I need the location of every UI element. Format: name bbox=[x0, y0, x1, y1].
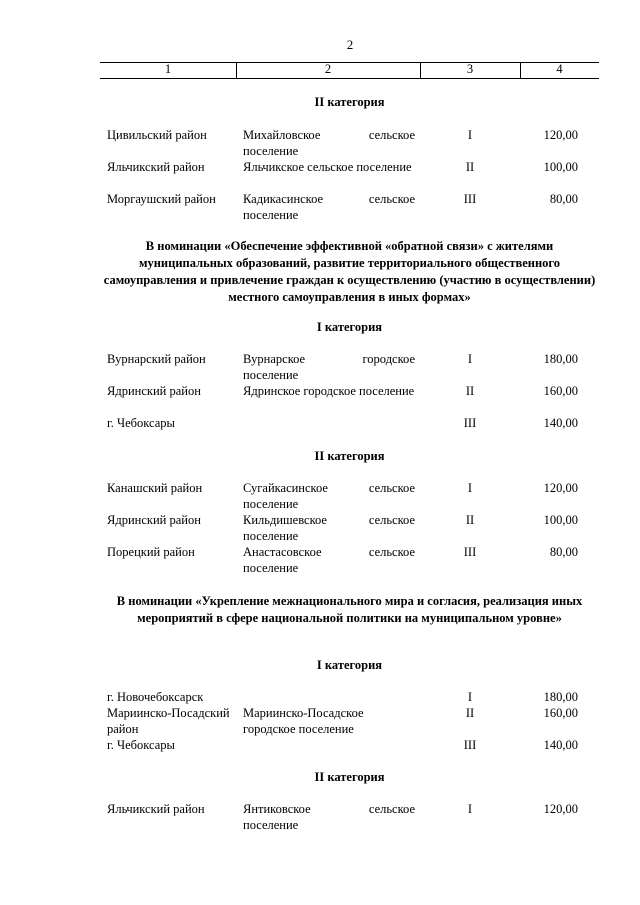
settlement-cell: Янтиковское сельское поселение bbox=[243, 802, 415, 832]
amount-cell: 140,00 bbox=[543, 738, 578, 752]
category-heading: II категория bbox=[314, 95, 385, 109]
table-row bbox=[0, 383, 640, 417]
place-cell: I bbox=[467, 128, 473, 142]
amount-cell: 180,00 bbox=[543, 690, 578, 704]
settlement-cell: Кильдишевское сельское поселение bbox=[243, 513, 415, 543]
table-row bbox=[0, 512, 640, 546]
nomination-heading: В номинации «Обеспечение эффективной «обратной связи» с жителями муниципальных образований, развитие территориального общественного самоуправления и привлечение граждан к осуществлению (участию в осуществлении) местного самоуправления в иных формах» bbox=[103, 239, 596, 304]
amount-cell: 80,00 bbox=[549, 192, 578, 206]
settlement-cell: Яльчикское сельское поселение bbox=[243, 160, 412, 174]
table-row bbox=[0, 351, 640, 385]
place-cell: II bbox=[465, 513, 475, 527]
settlement-cell: Сугайкасинское сельское поселение bbox=[243, 481, 415, 511]
district-cell: г. Новочебоксарск bbox=[107, 690, 204, 704]
category-heading: II категория bbox=[314, 449, 385, 463]
table-row bbox=[0, 544, 640, 578]
place-cell: II bbox=[465, 384, 475, 398]
table-header-col-1: 1 bbox=[164, 62, 172, 76]
table-header-col-4: 4 bbox=[556, 62, 563, 76]
table-row bbox=[0, 737, 640, 753]
district-cell: г. Чебоксары bbox=[107, 738, 175, 752]
settlement-cell: Анастасовское сельское поселение bbox=[243, 545, 415, 575]
nomination-heading: В номинации «Укрепление межнационального мира и согласия, реализация иных мероприятий в сфере национальной политики на муниципальном уровне» bbox=[116, 594, 583, 625]
category-heading: I категория bbox=[316, 658, 383, 672]
district-cell: Канашский район bbox=[107, 481, 203, 495]
district-cell: Вурнарский район bbox=[107, 352, 206, 366]
amount-cell: 160,00 bbox=[543, 384, 578, 398]
table-header-col-3: 3 bbox=[466, 62, 474, 76]
table-header-col-2: 2 bbox=[324, 62, 332, 76]
amount-cell: 160,00 bbox=[543, 706, 578, 720]
table-row bbox=[0, 191, 640, 225]
district-cell: Яльчикский район bbox=[107, 160, 205, 174]
settlement-cell: Кадикасинское сельское поселение bbox=[243, 192, 415, 222]
category-heading: II категория bbox=[314, 770, 385, 784]
page-number: 2 bbox=[346, 37, 354, 52]
amount-cell: 120,00 bbox=[543, 128, 578, 142]
table-row bbox=[0, 480, 640, 514]
table-header-bottom-border bbox=[100, 78, 599, 79]
place-cell: III bbox=[463, 545, 477, 559]
table-row bbox=[0, 705, 640, 739]
place-cell: I bbox=[467, 352, 473, 366]
district-cell: Порецкий район bbox=[107, 545, 195, 559]
place-cell: III bbox=[463, 192, 477, 206]
table-row bbox=[0, 801, 640, 835]
place-cell: III bbox=[463, 738, 477, 752]
table-row bbox=[0, 689, 640, 705]
amount-cell: 120,00 bbox=[543, 481, 578, 495]
settlement-cell: Михайловское сельское поселение bbox=[243, 128, 415, 158]
amount-cell: 140,00 bbox=[543, 416, 578, 430]
category-heading: I категория bbox=[316, 320, 383, 334]
place-cell: II bbox=[465, 706, 475, 720]
settlement-cell: Мариинско-Посадское городское поселение bbox=[243, 706, 364, 736]
amount-cell: 80,00 bbox=[549, 545, 578, 559]
district-cell: Ядринский район bbox=[107, 513, 201, 527]
settlement-cell: Вурнарское городское поселение bbox=[243, 352, 415, 382]
table-row bbox=[0, 415, 640, 449]
amount-cell: 100,00 bbox=[543, 160, 578, 174]
place-cell: I bbox=[467, 481, 473, 495]
amount-cell: 180,00 bbox=[543, 352, 578, 366]
district-cell: Моргаушский район bbox=[107, 192, 216, 206]
district-cell: Яльчикский район bbox=[107, 802, 205, 816]
settlement-cell: Ядринское городское поселение bbox=[243, 384, 415, 398]
place-cell: I bbox=[467, 690, 473, 704]
place-cell: II bbox=[465, 160, 475, 174]
table-row bbox=[0, 127, 640, 161]
amount-cell: 100,00 bbox=[543, 513, 578, 527]
district-cell: Ядринский район bbox=[107, 384, 201, 398]
amount-cell: 120,00 bbox=[543, 802, 578, 816]
district-cell: Мариинско-Посадский район bbox=[107, 706, 230, 736]
district-cell: Цивильский район bbox=[107, 128, 207, 142]
district-cell: г. Чебоксары bbox=[107, 416, 175, 430]
place-cell: I bbox=[467, 802, 473, 816]
table-row bbox=[0, 159, 640, 193]
place-cell: III bbox=[463, 416, 477, 430]
